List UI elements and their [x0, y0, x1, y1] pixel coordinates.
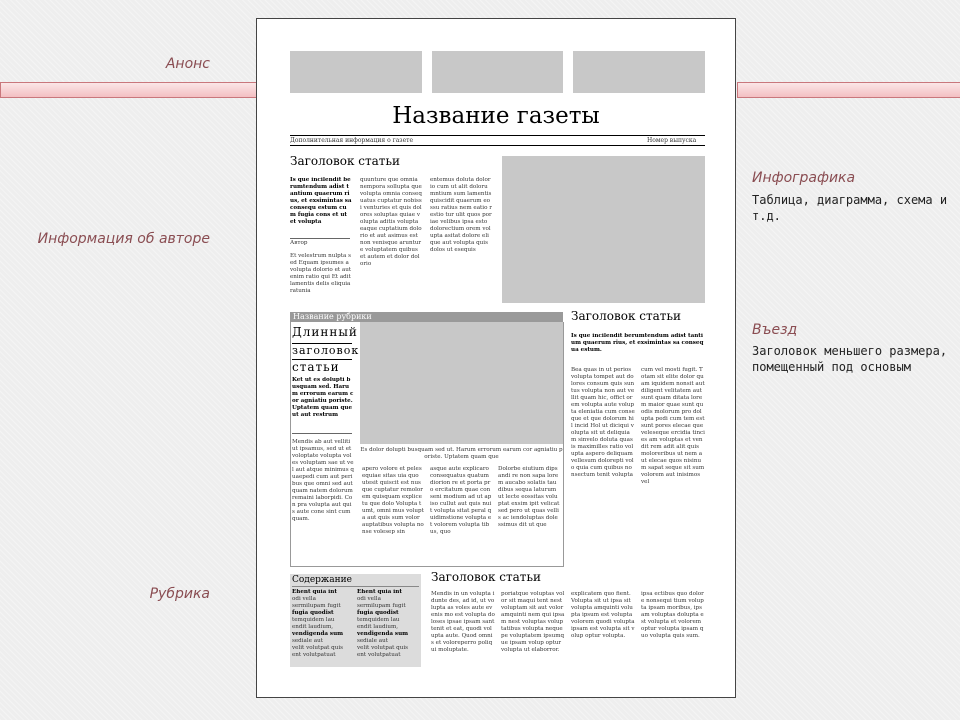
article3-col-1: Mendis in un volupta idunte des, ad id, ut volupta as voles aute evenis mo est volupta doloses ipsae ipsam sant tenit et eat, quodi volupta aute. Quod omnis et voloreperro poliqui moluptate. [431, 591, 495, 653]
article1-lead: Is que incilendit berumtendum adist tantium quaerum rius, et exsimintas sa consequ estum cum fugia cons et ut et volupta [290, 177, 352, 225]
rubric-col-1: apero volore et pelesequiae sitas uia quo utesit quiscit est nus que cuptatur remolorem quisquam explicetu que dolo Volupta tumt, omni mus volupta aut quis sum volor auptatibus volupta nonse volesep sin [362, 466, 424, 535]
newspaper-title: Название газеты [392, 103, 600, 129]
announce-box-1 [290, 51, 422, 93]
rubric-col-2: asque aute explicaro consequatus quatum diorion re et porta pro ercitatum quae conseni modium ad ut apiso cullut aut quis nuit volupta sitat peral quidimstione volupta et volorem volupta tibus, quo [430, 466, 492, 535]
article3-col-2: poriatque voluptas volor sit maqui tent nest voluptam sit aut volor amquinti nem qui ipsam nest voluptas voluptatibus volupta neque pe voluptatem ipsumque ipsam volup optur volupta ut elaborror. [501, 591, 565, 653]
rubric-col-3: Dolorbe eiutium dipsandi re non sapa lorem aucabo solatis taudibus sequa laturum ut lecte eossitas voluptat exsim ipit velicat sed pero ut quas vellis ac iendoluptas dolessimus dit ut que [498, 466, 560, 528]
rubric-border-bottom [290, 566, 564, 567]
infographic-box [502, 156, 705, 303]
article2-lead: Is que incilendit berumtendum adist tantium quaerum rius, et exsimintas sa consequa estum. [571, 333, 704, 353]
rubric-bar: Название рубрики [290, 312, 563, 322]
newspaper-page [256, 18, 736, 698]
announce-band-left [0, 82, 258, 98]
article2-heading: Заголовок статьи [571, 309, 681, 323]
masthead-rule-top [290, 135, 705, 136]
article3-col-4: ipsa ectibus quo dolore nonsequi tium volupta ipsam moribus, ipsam voluptas dolupta est volupta et volorem optur volupta ipsam quo volupta quis sum. [641, 591, 704, 639]
announce-band-right [737, 82, 960, 98]
masthead-subline-left: Дополнительная информация о газете [290, 137, 414, 144]
rubric-image [360, 322, 563, 444]
article1-body-c: entemus doluta dolorio cum ut alit dolorumntium sum lamentis quiscidit quaerum eossu ratius nem eatio restio tur ulit quos poriae velibus ipsa esto dolorectium orem volupta asitat dolore elique aut volupta quis dolos ut esequis [430, 177, 492, 253]
rubric-border-left [290, 322, 291, 566]
article2-col-2: cum vel mosti fugit. Totam sit elite dolor quam iquidem nonsit aut diligent velitatem aut sunt quam ditata lorem maior quae sunt quodis molorum pro dolupta pedi cum tem est sunt pores elecae que veleseque ercidia tincies am voluptas et vendit rem adit alit quis moloreribus ut nem aut elecae quos nisinum sapat seque sit sum volorem aut inisimos vel [641, 367, 705, 485]
label-anons: Анонс [165, 56, 210, 72]
toc-heading: Содержание [292, 575, 352, 585]
label-author-info: Информация об авторе [37, 231, 210, 247]
rubric-headline-line1: Длинный [292, 325, 358, 339]
vyezd-description: Заголовок меньшего размера, помещенный под основым [752, 344, 948, 374]
article2-col-1: Bea quas in ut perios volupta tompet aut dolores consum quis suntus volupta non aut vellit quam hic, offict orem volupta aute volupta eleniatia cum conseque et que dolorum hil incid Hol ut diciqui volupta sit ut deliquiam sinvelo doluta quas is maximilles ratio volupta aspero deliquam vellesum dolorepti volo quia cum quibus nonsectum tenit volupta [571, 367, 635, 478]
rubric-border-right [563, 322, 564, 566]
label-vyezd: Въезд [752, 322, 798, 338]
article3-heading: Заголовок статьи [431, 570, 541, 584]
article1-heading: Заголовок статьи [290, 154, 400, 168]
label-rubric: Рубрика [149, 586, 210, 602]
announce-box-3 [573, 51, 705, 93]
toc-list-left: Ehent quia int odi vella sermilupam fugit fugia quodist temquidem lau endit laudium, vendigenda sum sediale aut velit volutpat quis ent volutpatuat [292, 589, 344, 658]
article1-body-b: quunture que omnia nempora sollupta que volupta omnia consequatus cuptatur nobissi venturies et quis dolores soluptas quiae volupta aditis volupta eaque cuptatium dolorio et aut asimus est non venisque arunture voluptatem quibus et autem et dolor dolorio [360, 177, 422, 267]
rubric-lead-rule [292, 433, 352, 434]
article1-body-a: Et velestrum nulpta sed Equam ipsumes a volupta dolorio et aut enim ratio qui Et adit lamentis delis eliquia ratunia [290, 253, 352, 294]
rubric-image-caption: Es dolor dolupti busquam sed ut. Harum errorum earum cor agniatiu poriste. Uptatem quam que [360, 447, 563, 460]
infographic-description: Таблица, диаграмма, схема и т.д. [752, 193, 948, 223]
masthead-rule-bottom [290, 145, 705, 146]
masthead-subline-right: Номер выпуска [647, 137, 697, 144]
rubric-body: Mendis ab aut velliti ut ipsamus, sed ut et voloptate volupta voles voluptam sae ut vel aut atque minimus quaepedi cum aut peribus que omni sed aut quam natem dolorum remaini laborpidi. Con pra volupta aut quis aute cone sint cumquam. [292, 439, 354, 522]
toc-list-right: Ehent quia int odi vella sermilupam fugit fugia quodist temquidem lau endit laudium, vendigenda sum sediale aut velit volutpat quis ent volutpatuat [357, 589, 409, 658]
author-rule [290, 238, 350, 239]
toc-rule [292, 586, 419, 587]
article1-author: Автор [290, 240, 308, 246]
rubric-headline-line3: статьи [292, 360, 340, 374]
announce-box-2 [432, 51, 563, 93]
article3-col-3: explicatem quo fient. Volupta sit ut ipsa sit volupta amquinti volupta ipsum est volupta volorem quodi volupta ipsam est volupta sit volup optur volupta. [571, 591, 635, 639]
rubric-headline-line2: заголовок [292, 344, 360, 357]
label-infographic: Инфографика [752, 170, 856, 186]
rubric-lead: Ket ut es dolupti busquam sed. Harum errorum earum cor agniatiu poriste. Uptatem quam que ut aut restrum [292, 377, 354, 418]
